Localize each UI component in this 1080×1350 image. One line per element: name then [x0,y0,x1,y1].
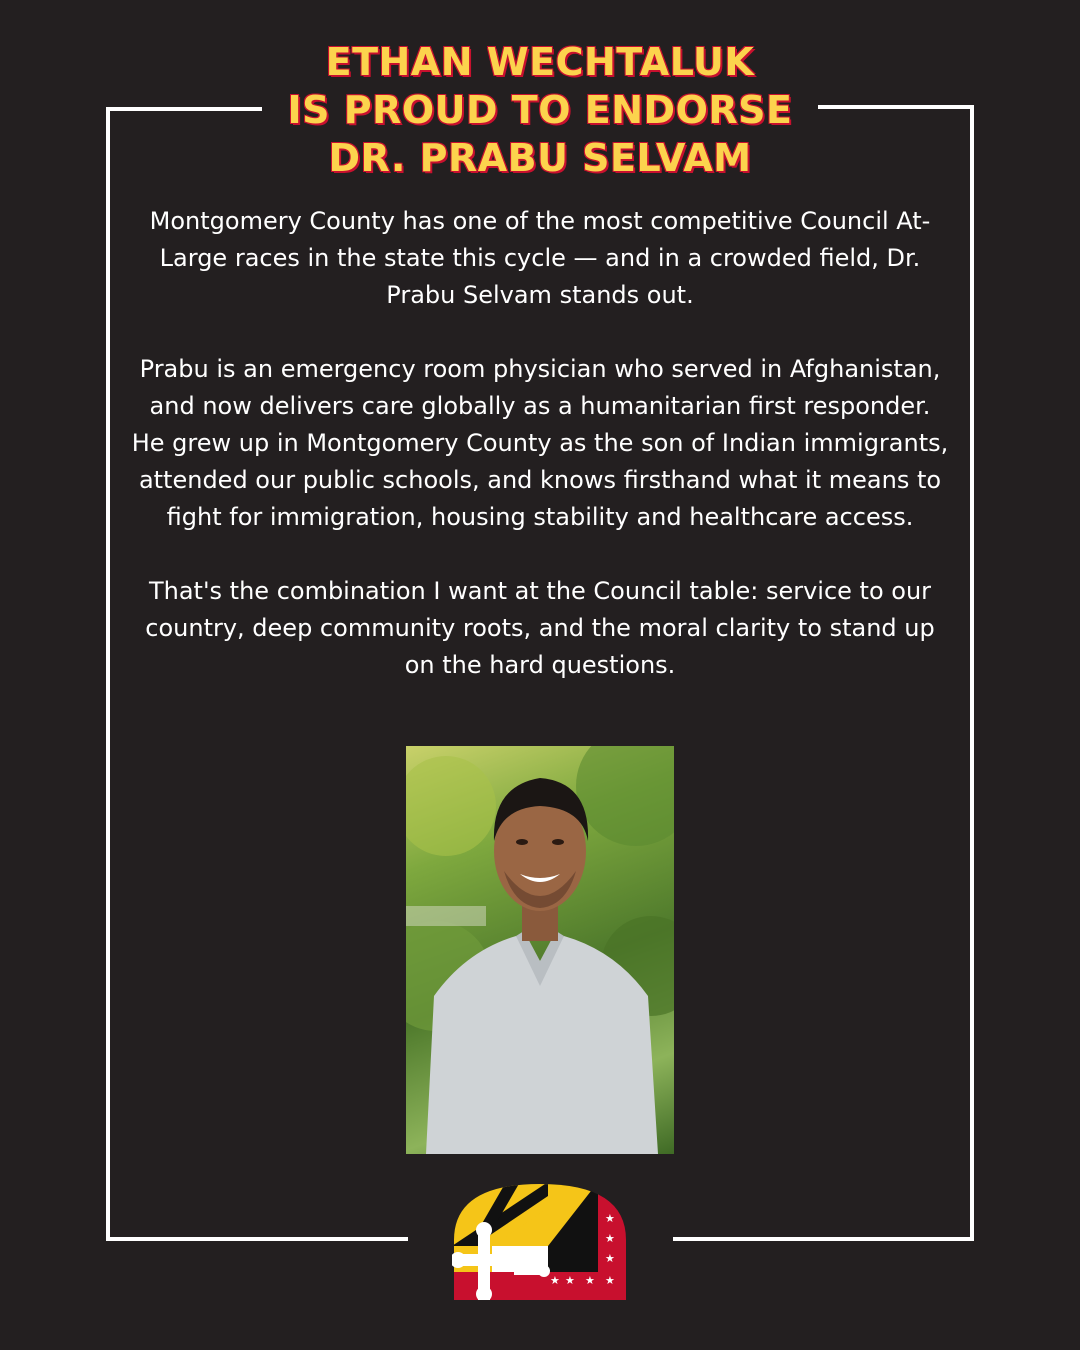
svg-text:★: ★ [550,1274,560,1287]
frame-bottom-right [673,1237,974,1241]
svg-text:★: ★ [605,1252,615,1265]
title-line-1: ETHAN WECHTALUK [325,40,755,84]
maryland-flag-icon [452,1182,628,1300]
title-line-3: DR. PRABU SELVAM [328,136,752,180]
paragraph-closing: That's the combination I want at the Council table: service to our country, deep community roots, and the moral clarity to stand up on the hard questions. [145,577,935,679]
frame-left [106,107,110,1241]
maryland-flag-logo [452,1182,628,1300]
portrait-photo-icon [406,746,674,1154]
endorsement-body [130,203,950,721]
svg-text:★: ★ [605,1274,615,1287]
endorsement-title [140,38,940,182]
svg-text:★: ★ [605,1232,615,1245]
svg-text:★: ★ [605,1212,615,1225]
paragraph-bio: Prabu is an emergency room physician who served in Afghanistan, and now delivers care globally as a humanitarian first responder. He grew up in Montgomery County as the son of Indian immigrants, attended our public schools, and knows firsthand what it means to fight for immigration, housing stability and healthcare access. [131,355,949,531]
frame-bottom-left [106,1237,408,1241]
paragraph-intro: Montgomery County has one of the most competitive Council At-Large races in the state this cycle — and in a crowded field, Dr. Prabu Selvam stands out. [149,207,931,309]
title-line-2: IS PROUD TO ENDORSE [287,88,793,132]
svg-text:★: ★ [565,1274,575,1287]
svg-text:★: ★ [585,1274,595,1287]
candidate-photo [406,746,674,1154]
frame-right [970,105,974,1241]
